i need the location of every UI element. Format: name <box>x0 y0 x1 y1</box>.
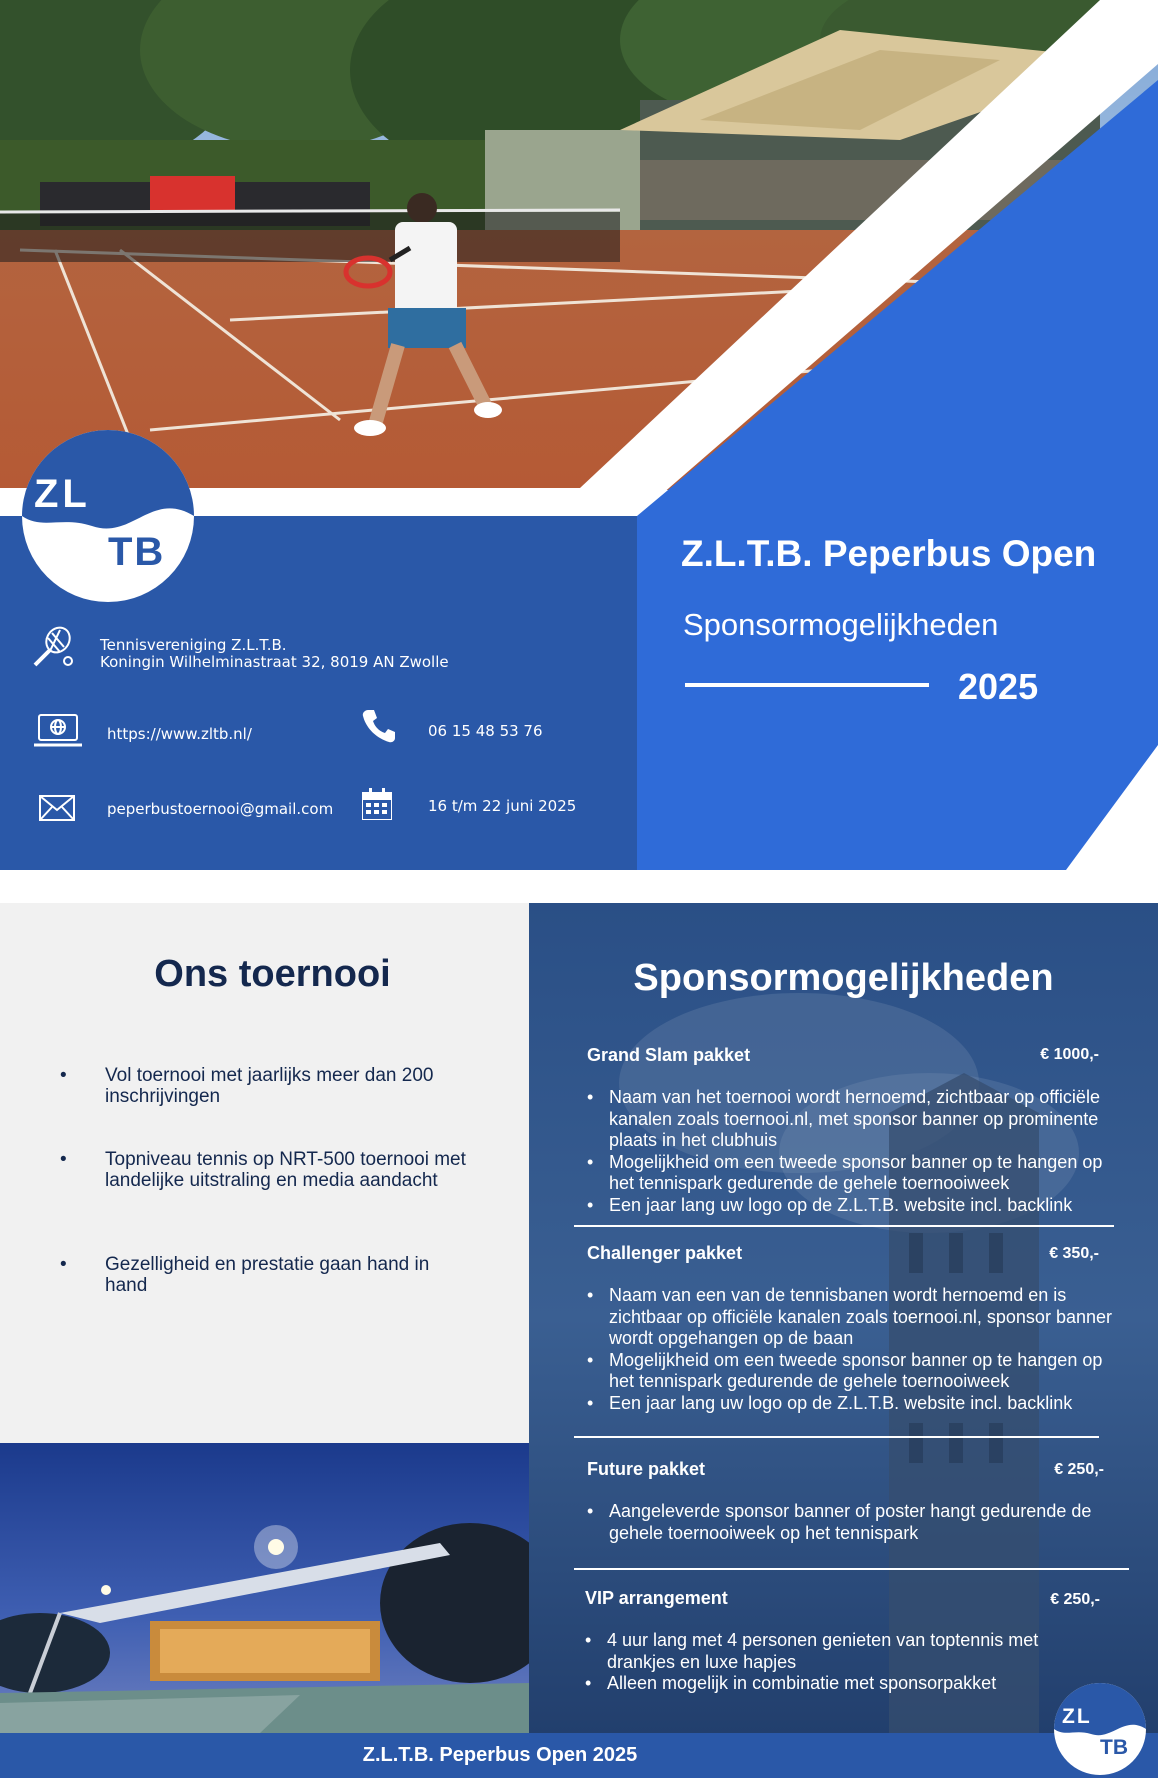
clubhouse-night-photo <box>0 1443 529 1733</box>
org-address: Koningin Wilhelminastraat 32, 8019 AN Zwolle <box>100 653 449 671</box>
hero-section <box>0 0 1158 870</box>
email-link[interactable]: peperbustoernooi@gmail.com <box>107 800 334 818</box>
logo-text-bottom: TB <box>108 530 166 574</box>
logo-text-top: ZL <box>1062 1705 1092 1728</box>
tournament-dates: 16 t/m 22 juni 2025 <box>428 797 577 815</box>
package-item: • Naam van het toernooi wordt hernoemd, zichtbaar op officiële kanalen zoals toernooi.nl, met sponsor banner op prominente plaats in het clubhuis <box>587 1087 1127 1152</box>
phone-icon <box>362 708 396 749</box>
zltb-logo-small <box>1054 1683 1146 1775</box>
package-divider <box>574 1568 1129 1570</box>
footer-bar <box>0 1733 1158 1778</box>
package-items <box>587 1285 1127 1414</box>
package-items <box>587 1087 1127 1216</box>
envelope-icon <box>38 794 76 827</box>
calendar-icon <box>362 788 392 825</box>
laptop-icon <box>33 712 83 753</box>
package-items <box>585 1630 1055 1695</box>
package-item: • Een jaar lang uw logo op de Z.L.T.B. website incl. backlink <box>587 1195 1127 1217</box>
hero-title: Z.L.T.B. Peperbus Open <box>681 533 1097 574</box>
tournament-title: Ons toernooi <box>154 953 391 995</box>
package-items <box>587 1501 1127 1544</box>
hero-subtitle: Sponsormogelijkheden <box>683 607 999 642</box>
package-price: € 1000,- <box>1040 1046 1099 1063</box>
package-name: VIP arrangement <box>585 1588 728 1608</box>
package-price: € 350,- <box>1049 1245 1099 1262</box>
bullet-icon: • <box>60 1149 67 1170</box>
org-name: Tennisvereniging Z.L.T.B. <box>100 636 287 654</box>
website-link[interactable]: https://www.zltb.nl/ <box>107 725 252 743</box>
tennis-racket-icon <box>30 625 74 674</box>
package-name: Challenger pakket <box>587 1243 743 1263</box>
package-name: Future pakket <box>587 1459 706 1479</box>
logo-text-top: ZL <box>34 472 91 516</box>
sponsoring-panel <box>529 903 1158 1733</box>
package-item: • Een jaar lang uw logo op de Z.L.T.B. website incl. backlink <box>587 1393 1127 1415</box>
bullet-text: Vol toernooi met jaarlijks meer dan 200 inschrijvingen <box>105 1065 434 1107</box>
package-item: • Naam van een van de tennisbanen wordt hernoemd en is zichtbaar op officiële kanalen zoals toernooi.nl, sponsor banner wordt opgehangen op de baan <box>587 1285 1127 1350</box>
package-price: € 250,- <box>1054 1461 1104 1478</box>
package-price: € 250,- <box>1050 1591 1100 1608</box>
zltb-logo <box>22 430 194 602</box>
phone-link[interactable]: 06 15 48 53 76 <box>428 722 543 740</box>
bullet-icon: • <box>60 1254 67 1275</box>
footer-text: Z.L.T.B. Peperbus Open 2025 <box>362 1744 638 1766</box>
package-item: • Aangeleverde sponsor banner of poster hangt gedurende de gehele toernooiweek op het tennispark <box>587 1501 1127 1544</box>
bullet-icon: • <box>60 1065 67 1086</box>
package-item: • 4 uur lang met 4 personen genieten van toptennis met drankjes en luxe hapjes <box>585 1630 1055 1673</box>
hero-year: 2025 <box>958 666 1039 707</box>
sponsoring-title: Sponsormogelijkheden <box>633 957 1054 999</box>
package-item: • Mogelijkheid om een tweede sponsor banner op te hangen op het tennispark gedurende de gehele toernooiweek <box>587 1350 1127 1393</box>
package-divider <box>574 1225 1114 1227</box>
package-name: Grand Slam pakket <box>587 1045 751 1065</box>
bullet-text: Gezelligheid en prestatie gaan hand in hand <box>105 1254 430 1296</box>
logo-text-bottom: TB <box>1100 1736 1128 1759</box>
bullet-text: Topniveau tennis op NRT-500 toernooi met landelijke uitstraling en media aandacht <box>105 1149 466 1191</box>
package-divider <box>574 1436 1099 1438</box>
title-divider <box>685 683 929 687</box>
package-item: • Mogelijkheid om een tweede sponsor banner op te hangen op het tennispark gedurende de gehele toernooiweek <box>587 1152 1127 1195</box>
package-item: • Alleen mogelijk in combinatie met sponsorpakket <box>585 1673 1055 1695</box>
